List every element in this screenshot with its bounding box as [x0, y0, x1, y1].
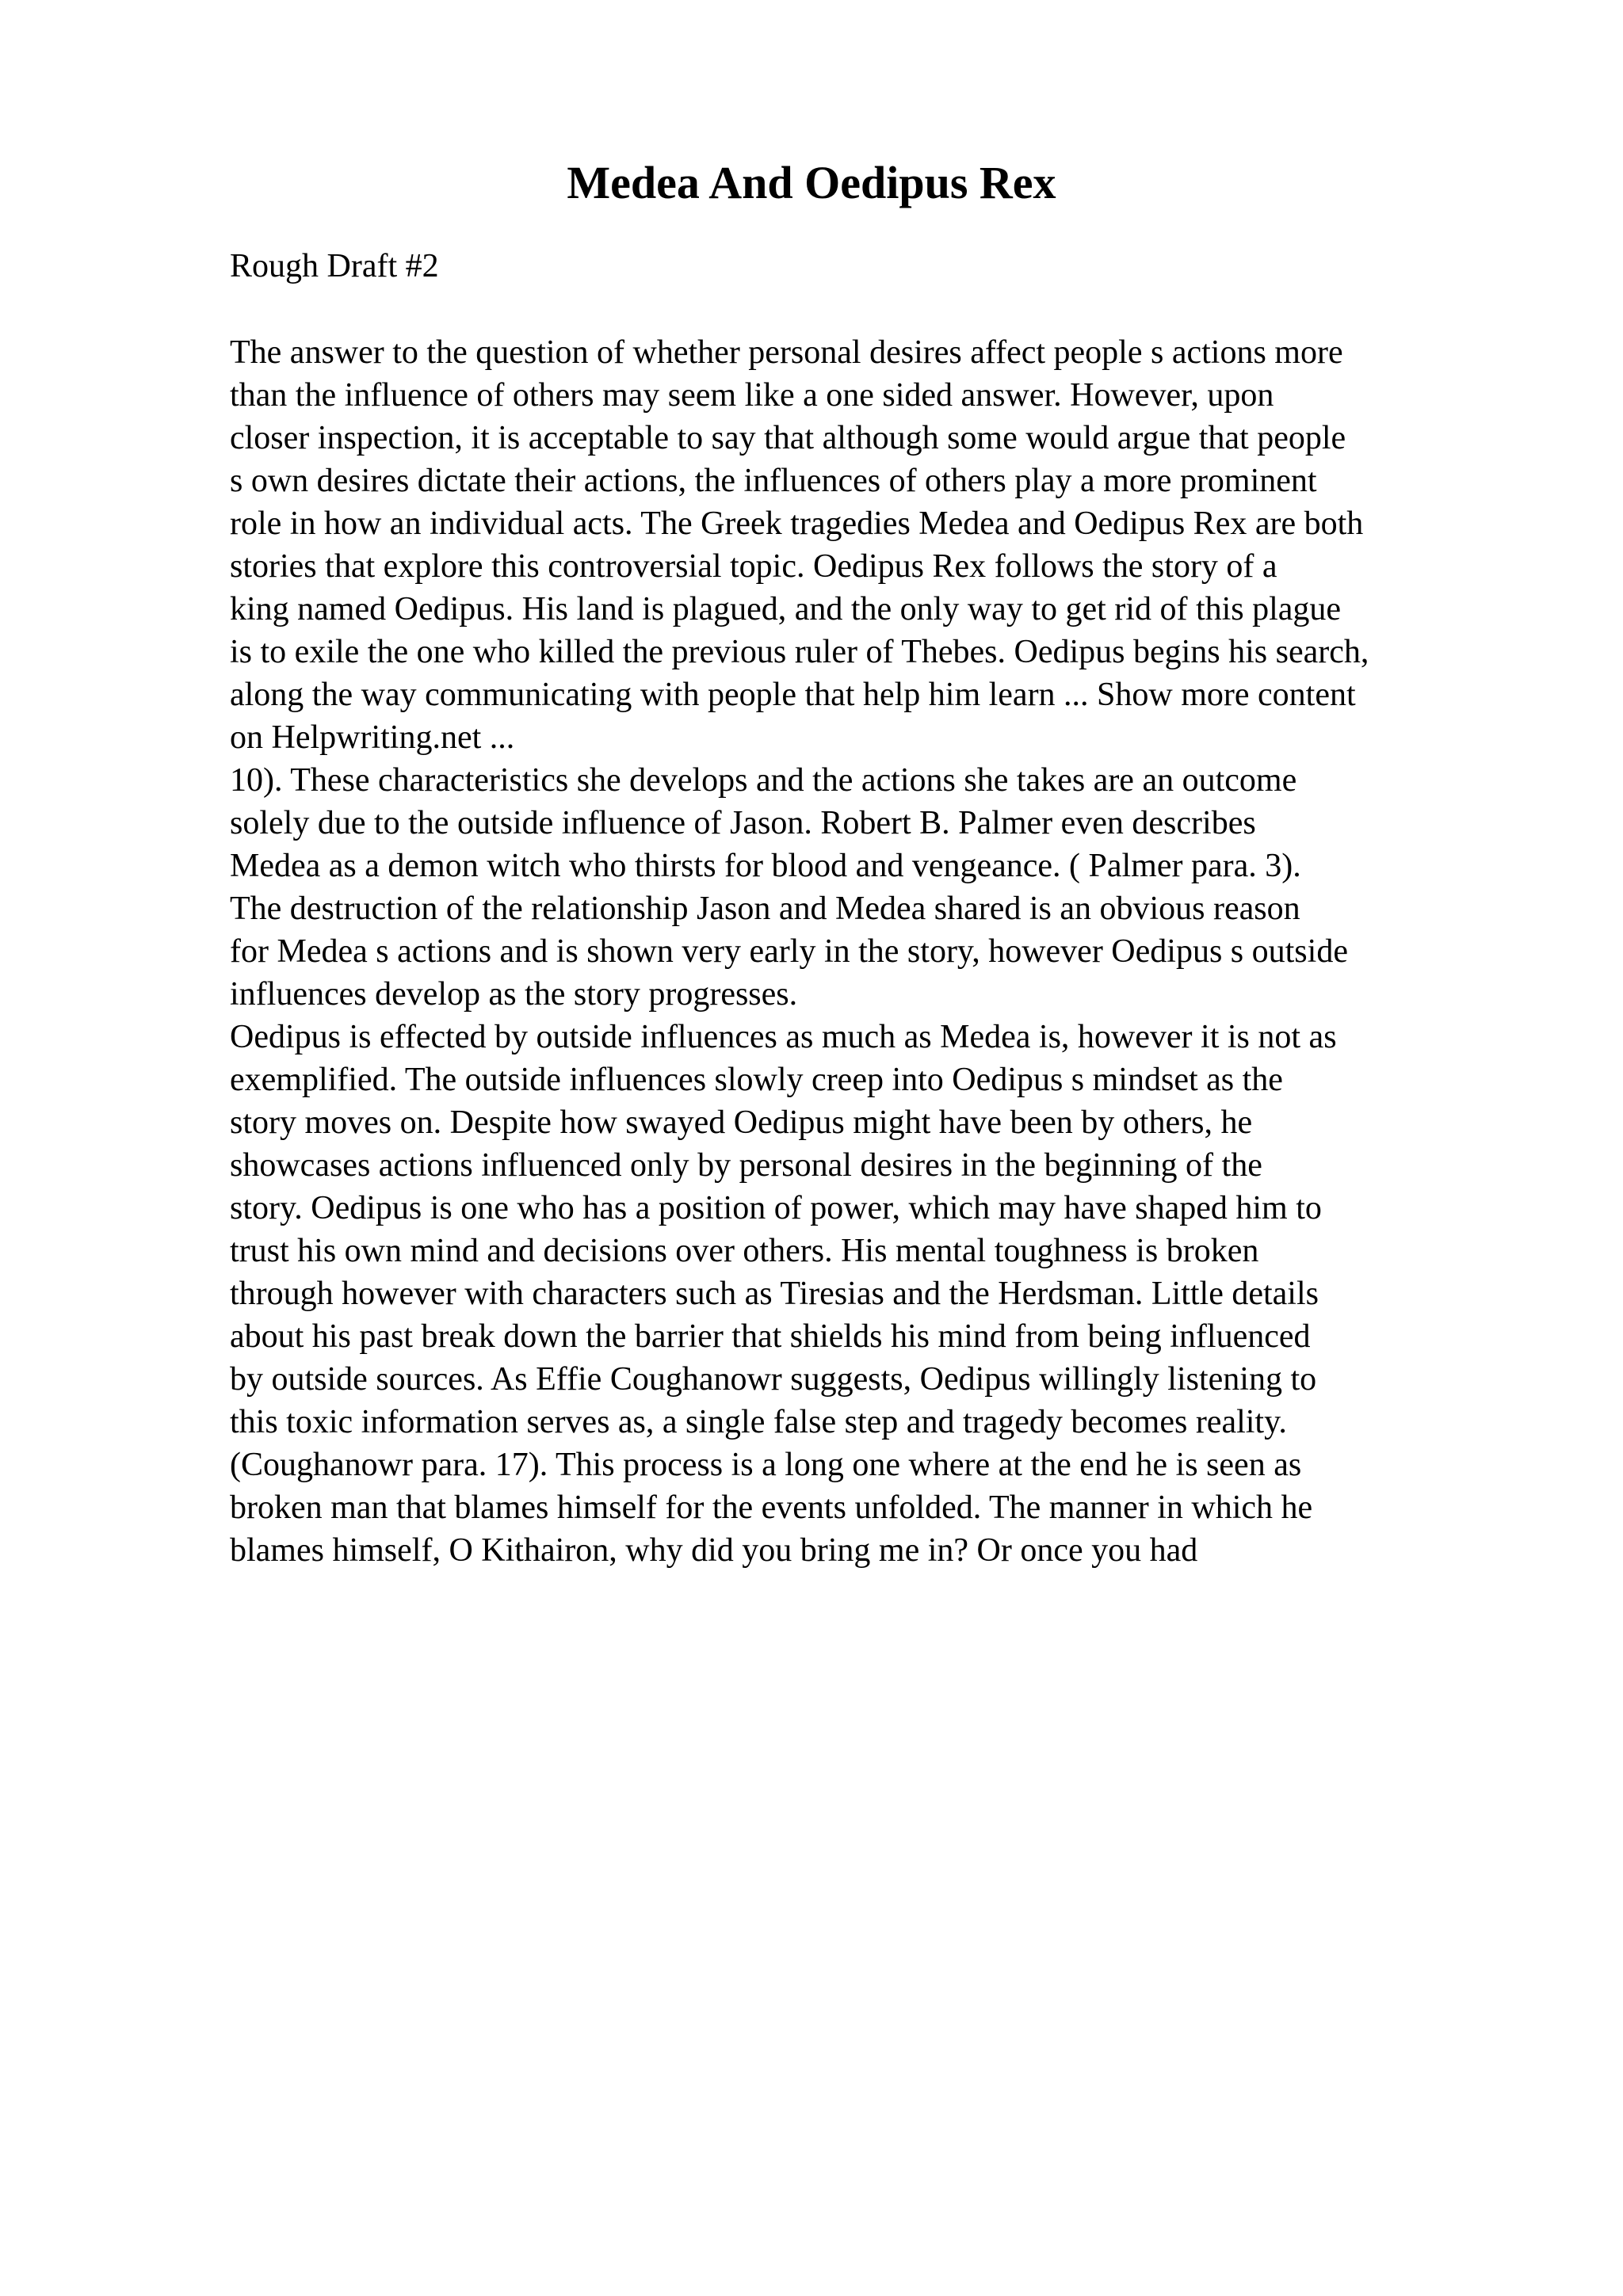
body-line: influences develop as the story progresses. [230, 976, 798, 1013]
body-line: closer inspection, it is acceptable to say that although some would argue that people [230, 420, 1346, 456]
body-line: for Medea s actions and is shown very early in the story, however Oedipus s outside [230, 933, 1348, 970]
body-line: solely due to the outside influence of Jason. Robert B. Palmer even describes [230, 805, 1256, 841]
document-body [230, 331, 1498, 1572]
document-title: Medea And Oedipus Rex [567, 157, 1056, 208]
body-line: about his past break down the barrier that shields his mind from being influenced [230, 1318, 1311, 1355]
document-subtitle: Rough Draft #2 [230, 248, 439, 284]
body-line: Medea as a demon witch who thirsts for blood and vengeance. ( Palmer para. 3). [230, 848, 1301, 884]
body-line: by outside sources. As Effie Coughanowr suggests, Oedipus willingly listening to [230, 1361, 1317, 1398]
body-line: king named Oedipus. His land is plagued, and the only way to get rid of this plague [230, 591, 1342, 627]
body-line: story. Oedipus is one who has a position of power, which may have shaped him to [230, 1190, 1322, 1226]
body-line: Oedipus is effected by outside influences as much as Medea is, however it is not as [230, 1019, 1337, 1055]
body-line: role in how an individual acts. The Greek tragedies Medea and Oedipus Rex are both [230, 505, 1364, 542]
body-line: through however with characters such as Tiresias and the Herdsman. Little details [230, 1276, 1319, 1312]
body-line: 10). These characteristics she develops and the actions she takes are an outcome [230, 762, 1297, 799]
body-line: on Helpwriting.net ... [230, 719, 515, 756]
body-line: The destruction of the relationship Jason and Medea shared is an obvious reason [230, 891, 1300, 927]
body-line: The answer to the question of whether personal desires affect people s actions more [230, 334, 1343, 371]
body-line: along the way communicating with people that help him learn ... Show more content [230, 677, 1356, 713]
body-line: story moves on. Despite how swayed Oedipus might have been by others, he [230, 1104, 1253, 1141]
body-line: than the influence of others may seem like a one sided answer. However, upon [230, 377, 1274, 414]
body-line: blames himself, O Kithairon, why did you bring me in? Or once you had [230, 1532, 1198, 1569]
body-line: this toxic information serves as, a single false step and tragedy becomes reality. [230, 1404, 1287, 1440]
body-line: broken man that blames himself for the events unfolded. The manner in which he [230, 1489, 1313, 1526]
body-line: is to exile the one who killed the previous ruler of Thebes. Oedipus begins his search, [230, 634, 1369, 670]
body-line: s own desires dictate their actions, the influences of others play a more prominent [230, 463, 1317, 499]
body-line: stories that explore this controversial topic. Oedipus Rex follows the story of a [230, 548, 1277, 585]
body-line: (Coughanowr para. 17). This process is a long one where at the end he is seen as [230, 1447, 1302, 1483]
body-line: showcases actions influenced only by personal desires in the beginning of the [230, 1147, 1262, 1184]
body-line: trust his own mind and decisions over others. His mental toughness is broken [230, 1233, 1259, 1269]
body-line: exemplified. The outside influences slowly creep into Oedipus s mindset as the [230, 1062, 1283, 1098]
